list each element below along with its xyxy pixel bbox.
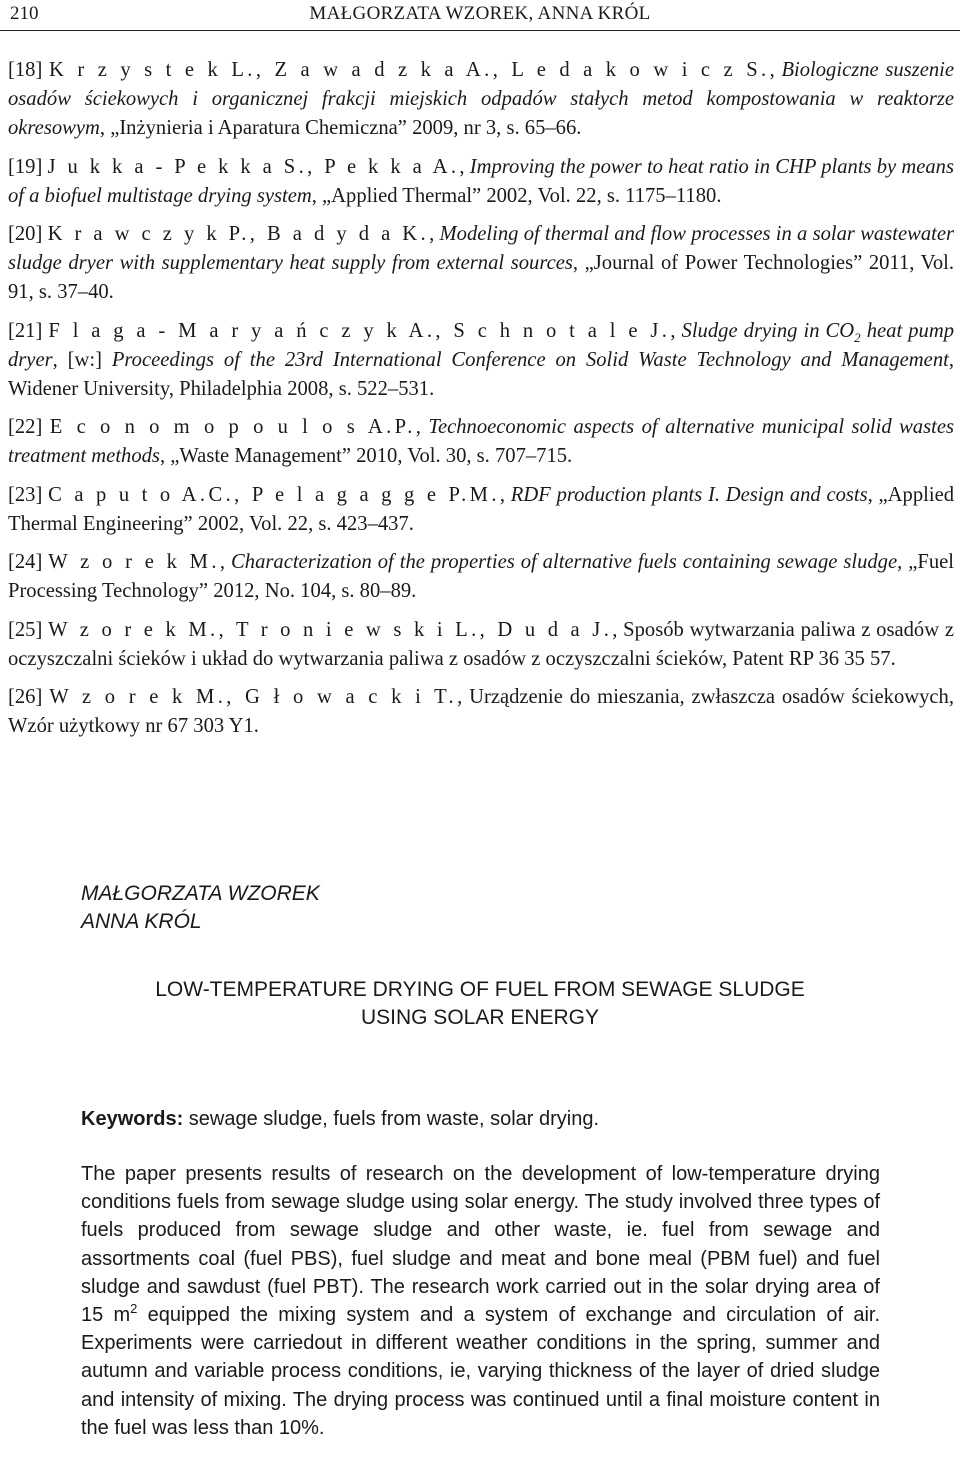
reference-title: Sludge drying in CO <box>681 319 855 342</box>
reference-number: [22] <box>8 416 43 438</box>
reference-authors: E c o n o m o p o u l o s A.P. <box>49 416 416 438</box>
reference-title: Modeling of thermal and flow processes in a solar wastewater sludge dryer with supplementary heat supply from external sources <box>8 223 955 274</box>
reference-authors: J u k k a - P e k k a S., P e k k a A. <box>47 155 460 178</box>
reference-proceedings: Proceedings of the 23rd International Conference on Solid Waste Technology and Management <box>111 348 949 371</box>
reference-number: [19] <box>8 155 43 178</box>
reference-20: [20] K r a w c z y k P., B a d y d a K., Modeling of thermal and flow processes in a solar wastewater sludge dryer with supplementary heat supply from external sources, „Journal of Power Technologies” 2011, Vol. 91, s. 37–40. <box>8 223 955 303</box>
subscript-2: 2 <box>854 329 861 345</box>
reference-title: Technoeconomic aspects of alternative municipal solid wastes treatment methods <box>8 416 954 467</box>
reference-number: [20] <box>8 223 43 245</box>
reference-21: [21] F l a g a - M a r y a ń c z y k A., S c h n o t a l e J., Sludge drying in $CO_2$ heat pump dryer, [w:] Proceedings of the 23rd International Conference on Solid Waste Technology and Management, Widener University, Philadelphia 2008, s. 522–531. <box>8 319 955 400</box>
reference-number: [24] <box>8 551 43 573</box>
reference-title: Characterization of the properties of alternative fuels containing sewage sludge <box>231 551 898 573</box>
reference-authors: W z o r e k M., G ł o w a c k i T. <box>49 686 458 708</box>
reference-22: [22] E c o n o m o p o u l o s A.P., Technoeconomic aspects of alternative municipal solid wastes treatment methods, „Waste Management” 2010, Vol. 30, s. 707–715. <box>8 416 954 467</box>
reference-number: [18] <box>8 59 43 81</box>
summary-authors <box>81 880 320 936</box>
reference-23: [23] C a p u t o A.C., P e l a g a g g e P.M., RDF production plants I. Design and costs, „Applied Thermal Engineering” 2002, Vol. 22, s. 423–437. <box>8 483 955 535</box>
reference-source: , „Journal of Power Technologies” 2011, Vol. 91, s. 37–40. <box>8 252 955 303</box>
reference-list <box>8 56 954 751</box>
reference-source: , „Fuel Processing Technology” 2012, No. 104, s. 80–89. <box>8 551 954 602</box>
page-header <box>0 0 960 31</box>
reference-source: , Urządzenie do mieszania, zwłaszcza osadów ściekowych, Wzór użytkowy nr 67 303 Y1. <box>8 686 954 737</box>
keywords-label: Keywords: <box>81 1108 184 1130</box>
reference-24: [24] W z o r e k M., Characterization of the properties of alternative fuels containing sewage sludge, „Fuel Processing Technology” 2012, No. 104, s. 80–89. <box>8 551 954 602</box>
reference-source: , „Inżynieria i Aparatura Chemiczna” 2009, nr 3, s. 65–66. <box>99 117 582 139</box>
reference-authors: W z o r e k M., T r o n i e w s k i L., D u d a J. <box>48 618 613 641</box>
reference-title: RDF production plants I. Design and costs <box>510 483 868 506</box>
reference-source: , „Waste Management” 2010, Vol. 30, s. 707–715. <box>159 445 573 467</box>
reference-authors: F l a g a - M a r y a ń c z y k A., S c h n o t a l e J. <box>48 319 671 342</box>
reference-19: [19] J u k k a - P e k k a S., P e k k a A., Improving the power to heat ratio in CHP plants by means of a biofuel multistage drying system, „Applied Thermal” 2002, Vol. 22, s. 1175–1180. <box>8 155 954 207</box>
summary-title <box>0 976 960 1032</box>
reference-authors: C a p u t o A.C., P e l a g a g g e P.M. <box>48 483 500 506</box>
page-number: 210 <box>10 3 39 24</box>
reference-number: [23] <box>8 483 43 506</box>
reference-source: , Widener University, Philadelphia 2008, s. 522–531. <box>8 348 954 400</box>
abstract <box>81 1160 880 1442</box>
author-name: ANNA KRÓL <box>81 910 202 933</box>
reference-25 <box>8 616 954 674</box>
reference-title: Biologiczne suszenie osadów ściekowych i organicznej frakcji miejskich odpadów stałych metod kompostowania w reaktorze okresowym <box>8 59 954 139</box>
reference-26 <box>8 683 954 741</box>
reference-authors: K r z y s t e k L., Z a w a d z k a A., L e d a k o w i c z S. <box>49 59 770 81</box>
superscript-2: 2 <box>130 1301 138 1317</box>
title-line: LOW-TEMPERATURE DRYING OF FUEL FROM SEWAGE SLUDGE <box>155 978 805 1001</box>
reference-source: , Sposób wytwarzania paliwa z osadów z oczyszczalni ścieków i układ do wytwarzania paliwa z osadów z oczyszczalni ścieków, Patent RP 36 35 57. <box>8 618 954 670</box>
reference-source: , „Applied Thermal” 2002, Vol. 22, s. 1175–1180. <box>311 184 722 207</box>
author-name: MAŁGORZATA WZOREK <box>81 882 320 905</box>
reference-authors: W z o r e k M. <box>48 551 220 573</box>
title-line: USING SOLAR ENERGY <box>360 1006 600 1029</box>
keywords <box>81 1105 881 1133</box>
reference-number: [25] <box>8 618 43 641</box>
running-title: MAŁGORZATA WZOREK, ANNA KRÓL <box>309 3 651 24</box>
reference-title-end: heat pump dryer <box>8 319 955 371</box>
keywords-text: sewage sludge, fuels from waste, solar drying. <box>183 1108 600 1130</box>
reference-title: Improving the power to heat ratio in CHP plants by means of a biofuel multistage drying system <box>8 155 954 207</box>
reference-authors: K r a w c z y k P., B a d y d a K. <box>47 223 430 245</box>
reference-source: , „Applied Thermal Engineering” 2002, Vol. 22, s. 423–437. <box>8 483 955 535</box>
reference-in: , [w:] <box>52 348 112 371</box>
abstract-text-end: equipped the mixing system and a system of exchange and circulation of air. Experiments were carriedout in different weather conditions in the spring, summer and autumn and variable process conditions, ie, varying thickness of the layer of dried sludge and intensity of mixing. The drying process was continued until a final moisture content in the fuel was less than 10%. <box>81 1304 880 1439</box>
abstract-text: The paper presents results of research on the development of low-temperature drying conditions fuels from sewage sludge using solar energy. The study involved three types of fuels produced from sewage sludge and other waste, ie. fuel from sewage and assortments coal (fuel PBS), fuel sludge and meat and bone meal (PBM fuel) and fuel sludge and sawdust (fuel PBT). The research work carried out in the solar drying area of 15 m <box>81 1163 880 1327</box>
reference-number: [26] <box>8 686 43 708</box>
reference-18: [18] K r z y s t e k L., Z a w a d z k a A., L e d a k o w i c z S., Biologiczne suszenie osadów ściekowych i organicznej frakcji miejskich odpadów stałych metod kompostowania w reaktorze okresowym, „Inżynieria i Aparatura Chemiczna” 2009, nr 3, s. 65–66. <box>8 59 954 139</box>
reference-number: [21] <box>8 319 43 342</box>
